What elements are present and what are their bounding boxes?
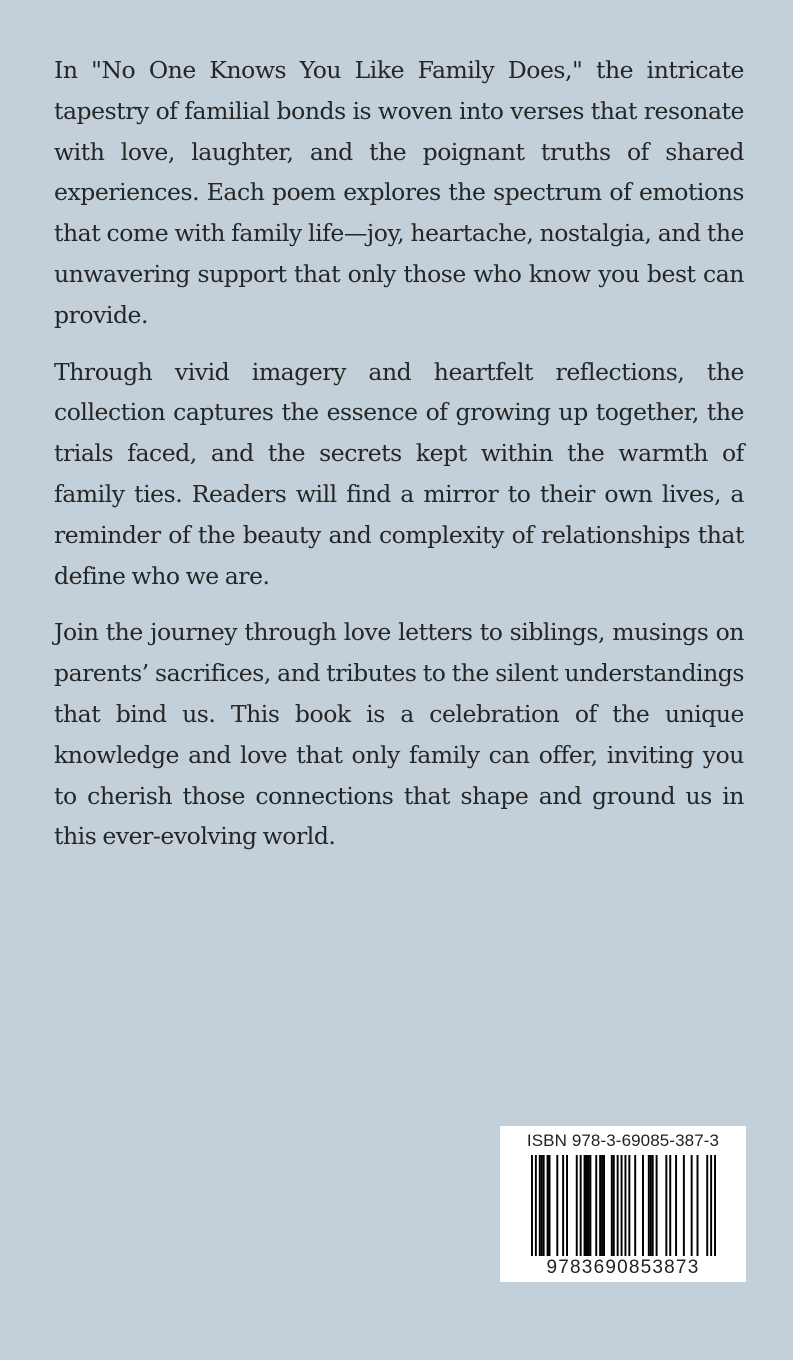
barcode-bar	[669, 1155, 671, 1256]
barcode-bar	[531, 1155, 533, 1256]
isbn-label: ISBN 978-3-69085-387-3	[526, 1131, 720, 1150]
barcode-bar	[697, 1155, 699, 1256]
barcode-bar	[586, 1155, 588, 1256]
barcode-bar	[675, 1155, 677, 1256]
barcode-bar	[691, 1155, 693, 1256]
barcode-bar	[603, 1155, 605, 1256]
barcode-bar	[562, 1155, 564, 1256]
isbn-barcode-block	[500, 1126, 746, 1282]
barcode-bar	[624, 1155, 626, 1256]
barcode-bar	[556, 1155, 558, 1256]
barcode-bar	[543, 1155, 545, 1256]
barcode-bar	[613, 1155, 615, 1256]
barcode-bar	[539, 1155, 541, 1256]
barcode-bar	[617, 1155, 619, 1256]
blurb-paragraph-2: Through vivid imagery and heartfelt reflections, the collection captures the essence of growing up together, the trials faced, and the secrets kept within the warmth of family ties. Readers will find a mirror to their own lives, a reminder of the beauty and complexity of relationships that define who we are.	[54, 357, 744, 590]
barcode-bar	[584, 1155, 586, 1256]
barcode-bar	[665, 1155, 667, 1256]
isbn-digits: 9783690853873	[546, 1257, 700, 1278]
barcode-bar	[650, 1155, 652, 1256]
barcode-bar	[547, 1155, 549, 1256]
barcode-bar	[714, 1155, 716, 1256]
barcode-bar	[576, 1155, 578, 1256]
barcode-bar	[580, 1155, 582, 1256]
barcode-bar	[634, 1155, 636, 1256]
barcode-bar	[683, 1155, 685, 1256]
back-cover-blurb	[54, 50, 744, 873]
barcode-bars	[531, 1155, 716, 1256]
barcode-bar	[535, 1155, 537, 1256]
barcode-bar	[601, 1155, 603, 1256]
barcode-bar	[595, 1155, 597, 1256]
barcode-bar	[566, 1155, 568, 1256]
barcode-bar	[541, 1155, 543, 1256]
blurb-paragraph-1: In "No One Knows You Like Family Does," the intricate tapestry of familial bonds is woven into verses that resonate with love, laughter, and the poignant truths of shared experiences. Each poem explores the spectrum of emotions that come with family life—joy, heartache, nostalgia, and the unwavering support that only those who know you best can provide.	[54, 56, 744, 329]
barcode-bar	[599, 1155, 601, 1256]
barcode-bar	[652, 1155, 654, 1256]
barcode-bar	[648, 1155, 650, 1256]
barcode-bar	[549, 1155, 551, 1256]
barcode-bar	[587, 1155, 589, 1256]
blurb-paragraph-3: Join the journey through love letters to siblings, musings on parents’ sacrifices, and tributes to the silent understandings that bind us. This book is a celebration of the unique knowledge and love that only family can offer, inviting you to cherish those connections that shape and ground us in this ever-evolving world.	[54, 618, 744, 851]
barcode-bar	[656, 1155, 658, 1256]
barcode-bar	[589, 1155, 591, 1256]
barcode-bar	[621, 1155, 623, 1256]
barcode-bar	[642, 1155, 644, 1256]
barcode-bar	[628, 1155, 630, 1256]
barcode-bar	[611, 1155, 613, 1256]
barcode-bar	[710, 1155, 712, 1256]
barcode-bar	[706, 1155, 708, 1256]
